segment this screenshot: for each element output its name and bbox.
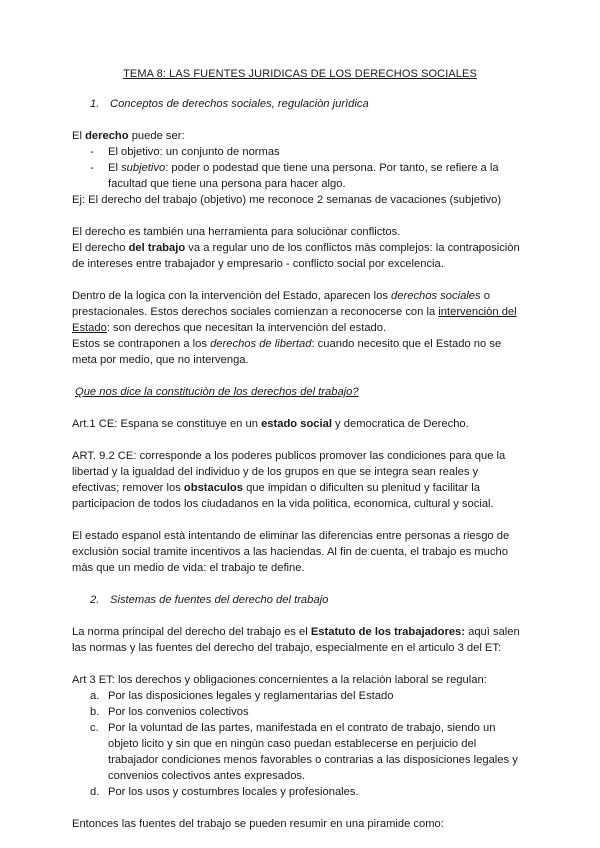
text-run: : cuando necesito que el Estado no se meta por medio, que no intervenga. <box>72 338 502 366</box>
paragraph-example: Ej: El derecho del trabajo (objetivo) me reconoce 2 semanas de vacaciones (subjetivo) <box>72 194 502 206</box>
text-run: El <box>72 130 86 142</box>
paragraph-herramienta: El derecho es también una herramienta para soluciònar conflictos. <box>72 226 401 238</box>
italic-term: derechos sociales <box>391 290 481 302</box>
document-page <box>72 66 528 832</box>
dash-list <box>72 144 528 192</box>
text-run: La norma principal del derecho del trabajo es el <box>72 626 311 638</box>
list-marker: a. <box>90 690 100 702</box>
list-marker: c. <box>90 722 99 734</box>
list-item <box>72 144 528 160</box>
text-run: : son derechos que necesitan la intervenciòn del estado. <box>106 322 387 334</box>
list-marker: b. <box>90 706 100 718</box>
list-item <box>72 688 528 704</box>
paragraph-art92 <box>72 448 528 512</box>
text-run: va a regular uno de los conflictos màs complejos: la contraposiciòn de intereses entre trabajador y empresario - conflicto social por excelencia. <box>72 242 520 270</box>
paragraph-estado-espanol: El estado espanol està intentando de eliminar las diferencias entre personas a riesgo de exclusiòn social tramite incentivos a las haciendas. Al fin de cuenta, el trabajo es mucho màs que un medio de vida: el trabajo te define. <box>72 530 510 574</box>
page-title: TEMA 8: LAS FUENTES JURIDICAS DE LOS DERECHOS SOCIALES <box>123 68 477 80</box>
section-heading-2 <box>90 592 528 608</box>
text-run: aquì salen las normas y las fuentes del derecho del trabajo, especialmente en el articulo 3 del ET: <box>72 626 520 654</box>
list-marker: d. <box>90 786 100 798</box>
list-item <box>72 720 528 784</box>
text-run: y democratica de Derecho. <box>331 418 469 430</box>
bold-term: derecho <box>85 130 129 142</box>
italic-term: subjetivo <box>121 162 166 174</box>
text-run: El derecho <box>72 242 129 254</box>
list-item <box>72 160 528 192</box>
list-item-text: El objetivo: un conjunto de normas <box>108 146 280 158</box>
section-title: Conceptos de derechos sociales, regulaciòn jurìdica <box>110 98 369 110</box>
list-item-text: Por las disposiciones legales y reglamentarias del Estado <box>108 690 394 702</box>
text-run: que impidan o dificulten su plenitud y facilitar la participacion de todos los ciudadanos en la vida politica, economica, cultural y social. <box>72 482 494 510</box>
text-run: Dentro de la logica con la intervenciòn del Estado, aparecen los <box>72 290 392 302</box>
underlined-term: intervenciòn del Estado <box>72 306 517 334</box>
paragraph-art1 <box>72 416 528 432</box>
list-item-text: Por los convenios colectivos <box>108 706 249 718</box>
paragraph-estatuto <box>72 624 528 656</box>
paragraph-piramide: Entonces las fuentes del trabajo se pueden resumir en una piramide como: <box>72 818 444 830</box>
text-run: Art.1 CE: Espana se constituye en un <box>72 418 262 430</box>
section-heading-1 <box>90 96 528 112</box>
text-run: Estos se contraponen a los <box>72 338 211 350</box>
section-number: 1. <box>90 98 100 110</box>
paragraph-libertad <box>72 336 528 368</box>
list-item-text: Por la voluntad de las partes, manifestada en el contrato de trabajo, siendo un objeto licito y sin que en ningùn caso puedan establecerse en perjuicio del trabajador condiciones menos favorables o contrarias a las disposiciones legales y convenios colectivos antes expresados. <box>108 722 518 782</box>
bold-term: Estatuto de los trabajadores: <box>310 626 465 638</box>
text-run: El <box>108 162 122 174</box>
list-item-text <box>108 160 528 192</box>
section-title: Sistemas de fuentes del derecho del trabajo <box>110 594 329 606</box>
italic-term: derechos de libertad <box>210 338 312 350</box>
list-item <box>72 704 528 720</box>
section-number: 2. <box>90 594 100 606</box>
list-item-text: Por los usos y costumbres locales y profesionales. <box>108 786 359 798</box>
bold-term: estado social <box>261 418 332 430</box>
paragraph-art3: Art 3 ET: los derechos y obligaciones concernientes a la relaciòn laboral se regulan: <box>72 674 487 686</box>
question-heading: Que nos dice la constituciòn de los derechos del trabajo? <box>75 386 359 398</box>
text-run: ART. 9.2 CE: corresponde a los poderes publicos promover las condiciones para que la libertad y la igualdad del individuo y de los grupos en que se integra sean reales y efectivas; remover los <box>72 450 506 494</box>
paragraph-derecho <box>72 128 528 144</box>
paragraph-derecho-trabajo <box>72 240 528 272</box>
paragraph-estado <box>72 288 528 336</box>
bold-term: obstaculos <box>183 482 243 494</box>
text-run: o prestacionales. Estos derechos sociales comienzan a reconocerse con la <box>72 290 490 318</box>
list-marker: - <box>90 162 94 174</box>
text-run: puede ser: <box>128 130 185 142</box>
bold-term: del trabajo <box>128 242 186 254</box>
text-run: : poder o podestad que tiene una persona. Por tanto, se refiere a la facultad que tiene una persona para hacer algo. <box>108 162 499 190</box>
list-item <box>72 784 528 800</box>
list-marker: - <box>90 146 94 158</box>
alpha-list <box>72 688 528 800</box>
